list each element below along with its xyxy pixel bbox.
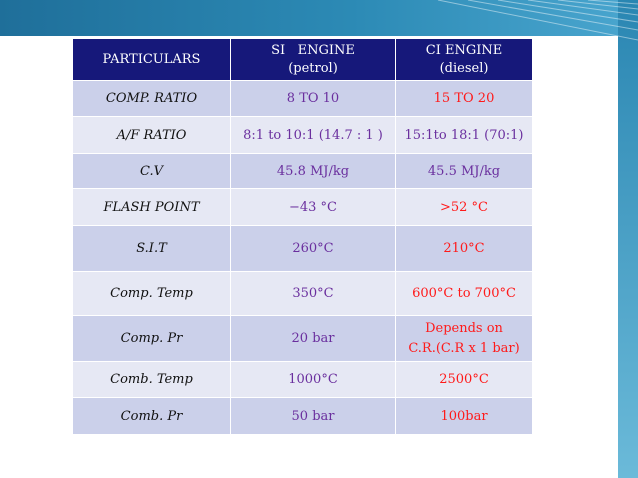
- row-label: FLASH POINT: [73, 189, 231, 226]
- ci-value: 2500°C: [396, 362, 533, 398]
- engine-comparison-table: [72, 38, 533, 435]
- si-value: 260°C: [231, 226, 396, 272]
- row-label: Comp. Temp: [73, 272, 231, 316]
- table-row: [73, 117, 533, 154]
- table-row: [73, 189, 533, 226]
- row-label: Comp. Pr: [73, 316, 231, 362]
- si-value: −43 °C: [231, 189, 396, 226]
- row-label: S.I.T: [73, 226, 231, 272]
- ci-value: Depends on C.R.(C.R x 1 bar): [396, 316, 533, 362]
- ci-value: 15:1to 18:1 (70:1): [396, 117, 533, 154]
- row-label: C.V: [73, 154, 231, 189]
- ci-value: 45.5 MJ/kg: [396, 154, 533, 189]
- si-value: 350°C: [231, 272, 396, 316]
- header-particulars: PARTICULARS: [73, 39, 231, 81]
- table-row: [73, 362, 533, 398]
- ci-value: 15 TO 20: [396, 81, 533, 117]
- table-row: [73, 398, 533, 435]
- header-si-engine: SI ENGINE (petrol): [231, 39, 396, 81]
- si-value: 20 bar: [231, 316, 396, 362]
- ci-value: >52 °C: [396, 189, 533, 226]
- row-label: A/F RATIO: [73, 117, 231, 154]
- si-value: 8 TO 10: [231, 81, 396, 117]
- si-value: 1000°C: [231, 362, 396, 398]
- table-row: [73, 154, 533, 189]
- table-row: [73, 81, 533, 117]
- right-accent-band: [618, 0, 638, 478]
- ci-value: 100bar: [396, 398, 533, 435]
- si-value: 50 bar: [231, 398, 396, 435]
- si-value: 45.8 MJ/kg: [231, 154, 396, 189]
- table-header-row: [73, 39, 533, 81]
- table-row: [73, 226, 533, 272]
- ci-value: 210°C: [396, 226, 533, 272]
- ci-value: 600°C to 700°C: [396, 272, 533, 316]
- row-label: Comb. Pr: [73, 398, 231, 435]
- header-ci-engine: CI ENGINE (diesel): [396, 39, 533, 81]
- row-label: Comb. Temp: [73, 362, 231, 398]
- table-row: [73, 316, 533, 362]
- si-value: 8:1 to 10:1 (14.7 : 1 ): [231, 117, 396, 154]
- table-row: [73, 272, 533, 316]
- row-label: COMP. RATIO: [73, 81, 231, 117]
